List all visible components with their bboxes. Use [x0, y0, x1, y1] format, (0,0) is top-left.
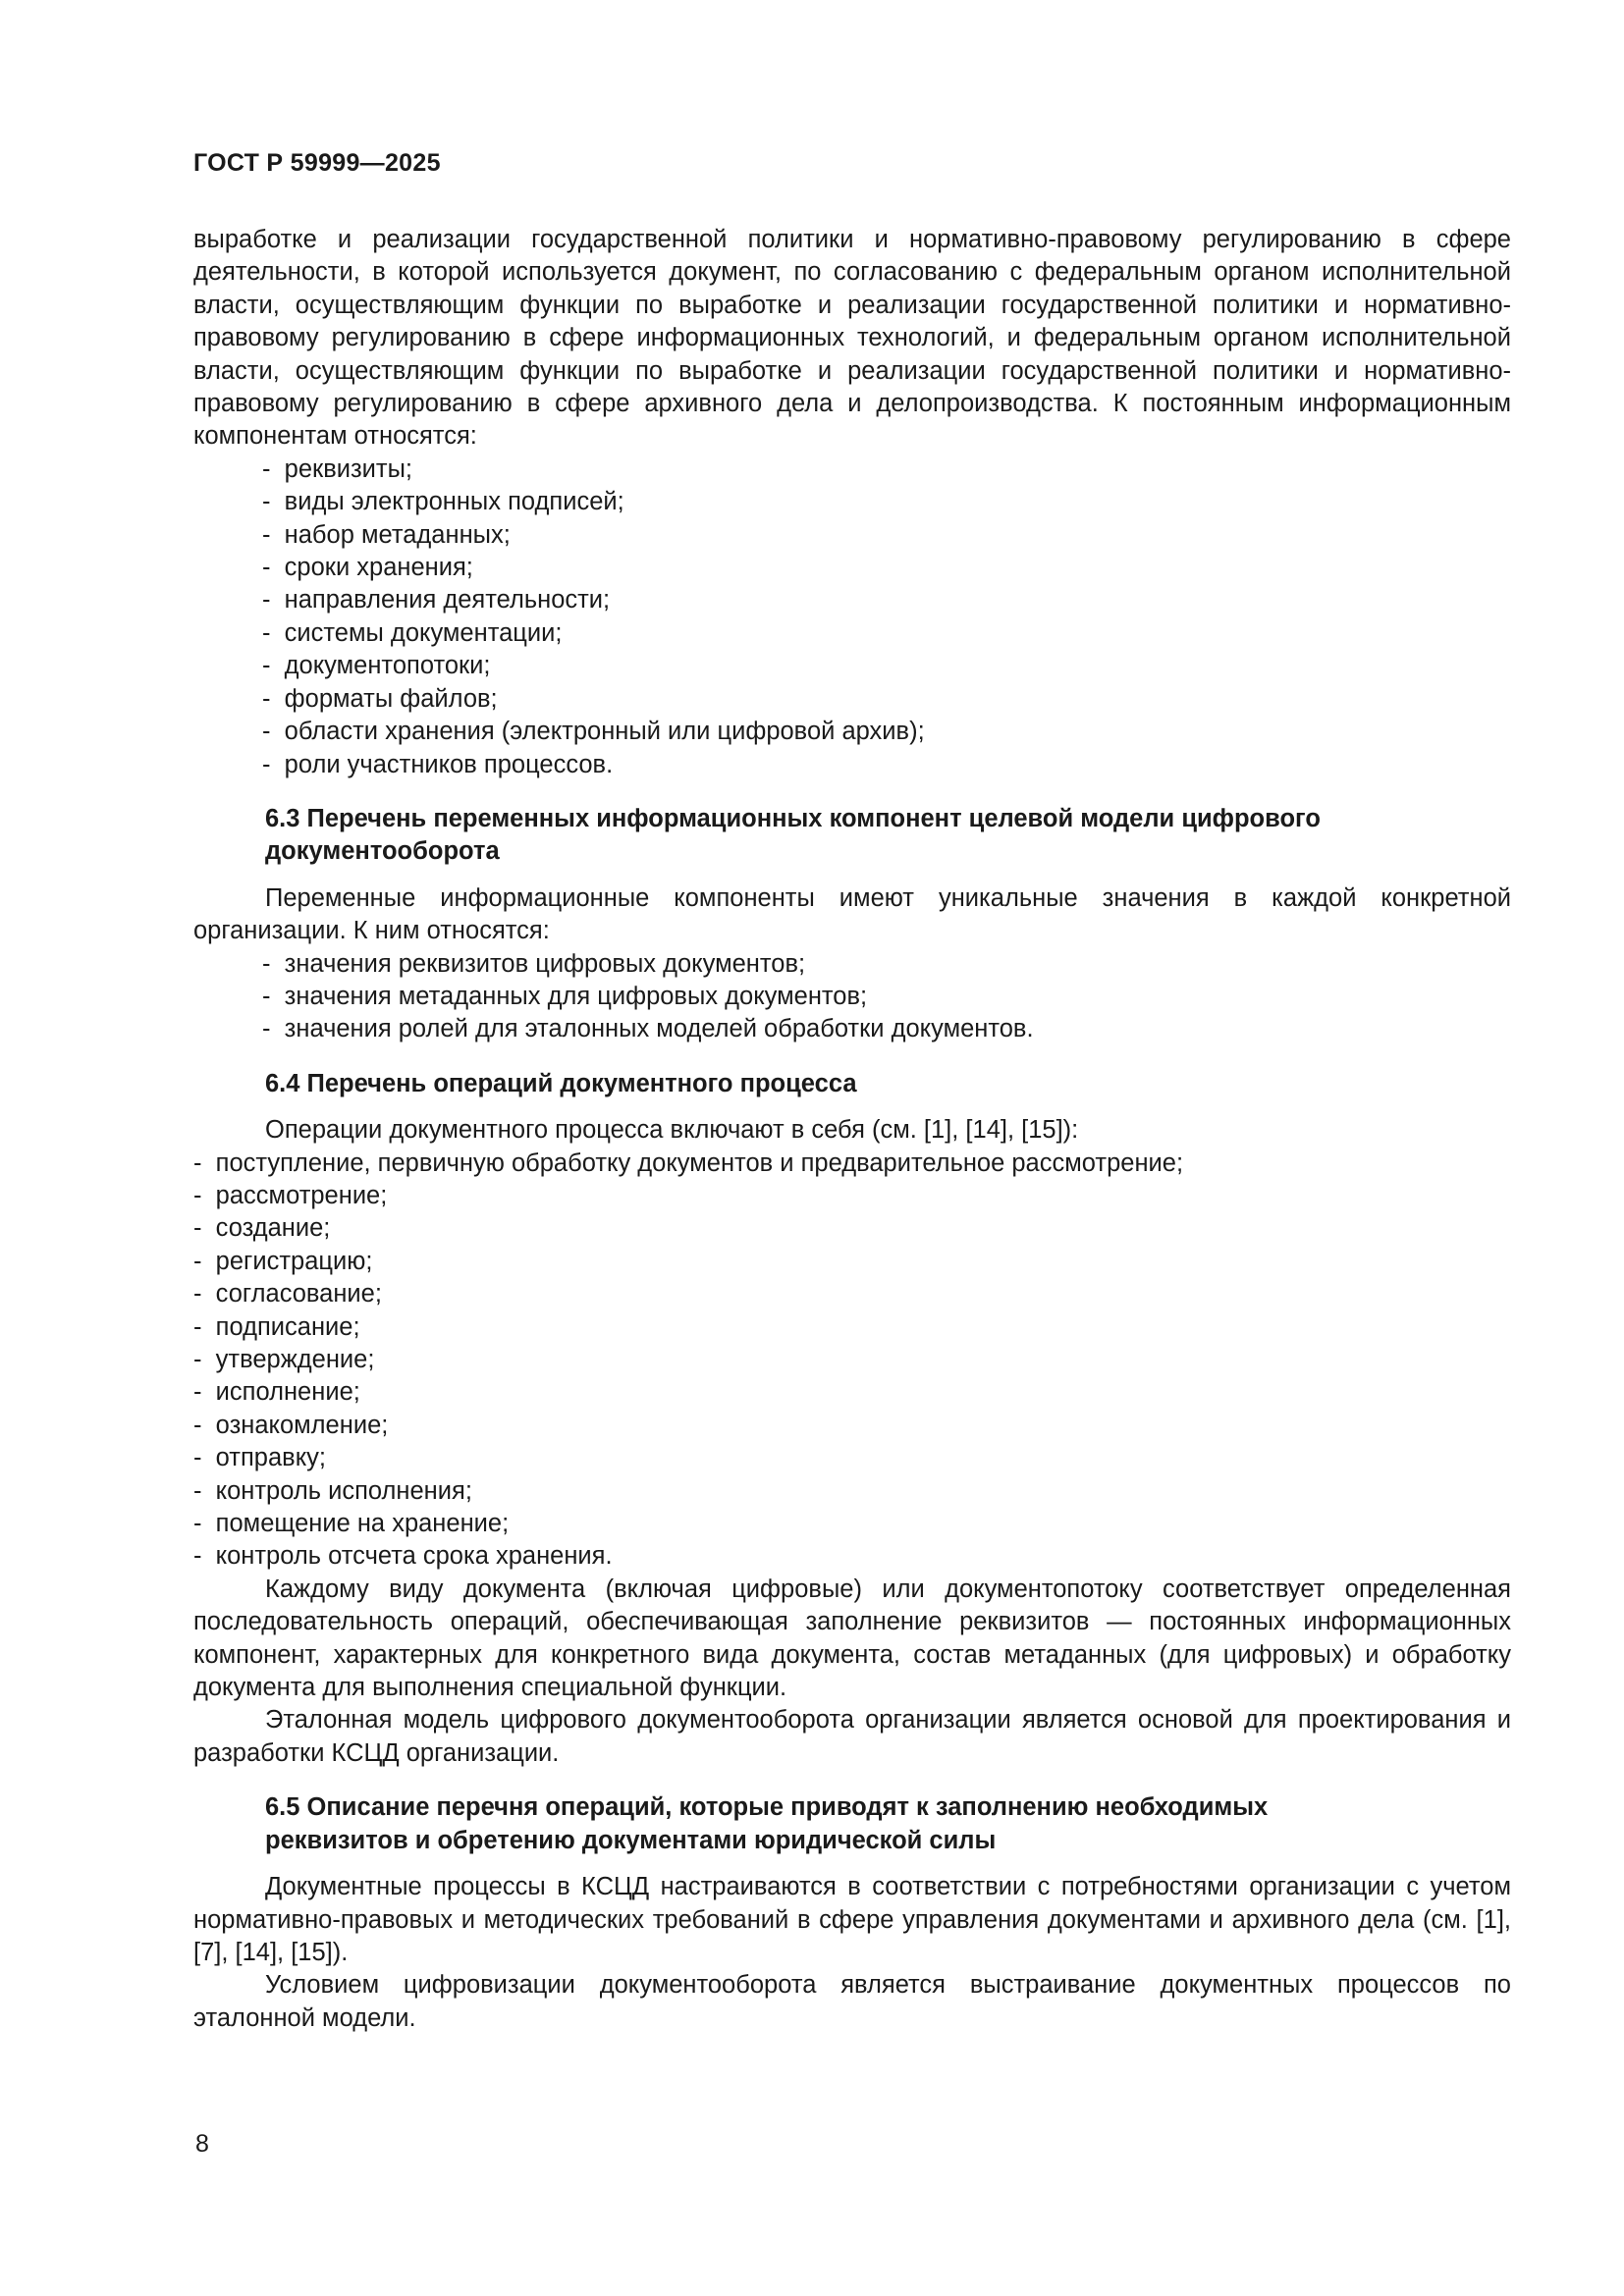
- list-item: - значения реквизитов цифровых документов;: [262, 948, 1511, 981]
- list-item: - системы документации;: [262, 617, 1511, 650]
- section-6-4-paragraph-2: Эталонная модель цифрового документооборота организации является основой для проектирования и разработки КСЦД организации.: [193, 1706, 1511, 1767]
- list-item: - исполнение;: [193, 1376, 1511, 1409]
- page-content: [193, 224, 1511, 2035]
- list-item: - рассмотрение;: [193, 1180, 1511, 1212]
- section-6-5-paragraph-2: Условием цифровизации документооборота является выстраивание документных процессов по эталонной модели.: [193, 1971, 1511, 2032]
- intro-paragraph: выработке и реализации государственной политики и нормативно-правовому регулированию в сфере деятельности, в которой используется документ, по согласованию с федеральным органом исполнительной власти, осуществляющим функции по выработке и реализации государственной политики и нормативно-правовому регулированию в сфере информационных технологий, и федеральным органом исполнительной власти, осуществляющим функции по выработке и реализации государственной политики и нормативно-правовому регулированию в сфере архивного дела и делопроизводства. К постоянным информационным компонентам относятся:: [193, 226, 1511, 451]
- list-item: - набор метаданных;: [262, 519, 1511, 552]
- permanent-components-list: [193, 454, 1511, 781]
- operations-list: [193, 1148, 1511, 1574]
- list-item: - виды электронных подписей;: [262, 486, 1511, 518]
- list-item: - направления деятельности;: [262, 584, 1511, 616]
- list-item: - согласование;: [193, 1278, 1511, 1310]
- section-6-3-heading: [193, 803, 1511, 869]
- list-item: - создание;: [193, 1212, 1511, 1245]
- list-item: - форматы файлов;: [262, 683, 1511, 716]
- list-item: - контроль исполнения;: [193, 1475, 1511, 1508]
- list-item: - сроки хранения;: [262, 552, 1511, 584]
- section-6-4-lead: Операции документного процесса включают в себя (см. [1], [14], [15]):: [265, 1116, 1079, 1145]
- section-6-4-heading: 6.4 Перечень операций документного процесса: [265, 1069, 857, 1097]
- list-item: - подписание;: [193, 1311, 1511, 1344]
- list-item: - отправку;: [193, 1442, 1511, 1474]
- list-item: - ознакомление;: [193, 1410, 1511, 1442]
- section-6-5-paragraph-1: Документные процессы в КСЦД настраиваются в соответствии с потребностями организации с учетом нормативно-правовых и методических требований в сфере управления документами и архивного дела (см. [1], [7], [14], [15]).: [193, 1873, 1511, 1966]
- list-item: - поступление, первичную обработку документов и предварительное рассмотрение;: [193, 1148, 1511, 1180]
- list-item: - контроль отсчета срока хранения.: [193, 1540, 1511, 1573]
- list-item: - документопотоки;: [262, 650, 1511, 682]
- section-6-3-title-line2: документооборота: [265, 837, 500, 866]
- list-item: - утверждение;: [193, 1344, 1511, 1376]
- section-6-3-paragraph: Переменные информационные компоненты имеют уникальные значения в каждой конкретной организации. К ним относятся:: [193, 883, 1511, 945]
- list-item: - реквизиты;: [262, 454, 1511, 486]
- section-6-5-title-line2: реквизитов и обретению документами юридической силы: [265, 1826, 997, 1854]
- list-item: - роли участников процессов.: [262, 749, 1511, 781]
- list-item: - значения метаданных для цифровых документов;: [262, 981, 1511, 1013]
- section-6-4-paragraph-1: Каждому виду документа (включая цифровые) или документопотоку соответствует определенная последовательность операций, обеспечивающая заполнение реквизитов — постоянных информационных компонент, характерных для конкретного вида документа, состав метаданных (для цифровых) и обработку документа для выполнения специальной функции.: [193, 1575, 1511, 1702]
- section-6-3-title-line1: 6.3 Перечень переменных информационных компонент целевой модели цифрового: [265, 804, 1321, 832]
- list-item: - помещение на хранение;: [193, 1508, 1511, 1540]
- section-6-5-heading: [193, 1791, 1511, 1857]
- variable-components-list: [193, 948, 1511, 1046]
- page-number: 8: [195, 2130, 209, 2158]
- document-header-code: ГОСТ Р 59999—2025: [193, 149, 441, 177]
- section-6-5-title-line1: 6.5 Описание перечня операций, которые приводят к заполнению необходимых: [265, 1793, 1269, 1822]
- list-item: - регистрацию;: [193, 1246, 1511, 1278]
- list-item: - значения ролей для эталонных моделей обработки документов.: [262, 1013, 1511, 1045]
- list-item: - области хранения (электронный или цифровой архив);: [262, 716, 1511, 748]
